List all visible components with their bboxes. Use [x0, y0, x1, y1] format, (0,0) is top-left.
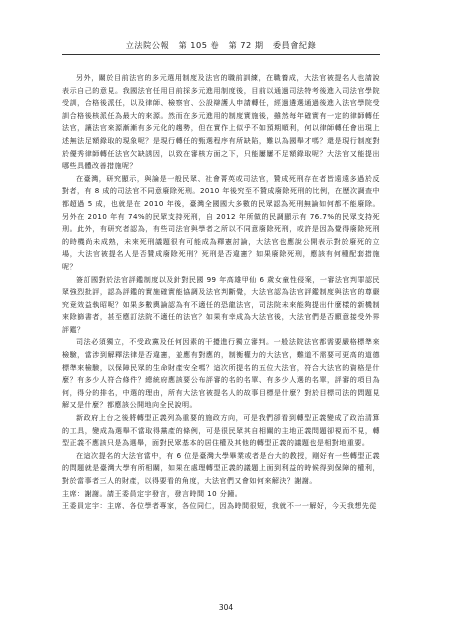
paragraph-transitional-justice: 新政府上台之後將轉型正義列為重要的施政方向，可是我們卻看到轉型正義變成了政治清算的工具，變成為選舉不當取得黨產的條例，可是很民眾其自相關的主地正義問題卻視而不見，轉型正義不應該只是為選舉，面對民眾基本的居住權及其他的轉型正義的議題也是相對地重要。	[62, 413, 380, 448]
publication-name: 立法院公報	[125, 40, 170, 50]
speaker-name: 王委員定宇	[62, 501, 100, 511]
document-body	[62, 72, 380, 513]
paragraph-judge-appointment: 另外，關於目前法官的多元選用制度及法官的職前訓練，在職養成，大法官被提名人也請說表示自己的意見。我國法官任用目前採多元進用制度後，目前以通過司法特考後進入司法官學院受訓，合格後派任，以及律師、檢察官、公設辯護人申請轉任，經過遴選通過後進入法官學院受訓合格後核派任為最大的來源。然而在多元進用的制度實施後，雖然每年確實有一定的律師轉任法官，讓法官來源漸漸有多元化的趨勢，但在實作上似乎不如預期順利，何以律師轉任會出現上述無法足額錄取的現象呢？是現行轉任的甄選程序有所缺陷，難以為國舉才嗎？還是現行制度對於優秀律師轉任法官欠缺誘因，以致在審核方面之下，只能屢屢不足額錄取呢？大法官又能提出哪些具體改善措施呢？	[62, 73, 380, 171]
issue-number: 第 72 期	[228, 40, 264, 50]
header-divider	[62, 54, 380, 55]
speaker-name: 主席	[62, 488, 77, 498]
page-number: 304	[218, 603, 234, 612]
volume-number: 第 105 卷	[178, 40, 220, 50]
paragraph-judge-evaluation: 簽訂國對於法官評鑑制度以及針對民國 99 年高雄甲仙 6 歲女童性侵案，一審法官判罪認民眾強烈批評，認為評鑑的實施確實能協調及法官判斷覺，大法官認為法官評鑑制度與法官的尊嚴究竟效益執昭呢？如果多數輿論認為有不適任的恐龍法官，司法院未來能夠提出什麼樣的新機制來除篩書者，甚至應訂法院不適任的法官？如果有幸成為大法官後，大法官們是否願意接受外界評鑑？	[62, 274, 380, 334]
paragraph-death-penalty: 在臺灣，研究顯示，與論是一般民眾、社會菁英或司法官，贊成死刑存在者皆遠遠多過於反對者，有 8 成的司法官不同意廢除死刑。2010 年後究至不贊成廢除死刑的比例，在歷次調查中都超過 5 成，也就是在 2010 年後，臺灣全國國大多數的民眾認為死刑無論如何都不能廢除。另外在 2010 年有 74%的民眾支持死刑，自 2012 年所做的民調顯示有 76.7%的民眾支持死刑。此外，有研究者認為，有些司法官與學者之所以不同意廢除死刑，或許是因為覺得廢除死刑的時機尚未成熟，未來死刑議題很有可能成為釋憲討論，大法官也應說公開表示對於廢死的立場，大法官被提名人是否贊成廢除死刑？死刑是否違憲？如果廢除死刑，應該有何種配套措施呢？	[62, 173, 380, 271]
speaker-text: 謝謝。請王委員定宇發言，發言時間 10 分鐘。	[84, 488, 243, 498]
section-name: 委員會紀錄	[272, 40, 317, 50]
paragraph-judicial-independence: 司法必須獨立，不受政黨及任何因素的干擾進行獨立審判。一般法院法官都需要嚴格標準來檢驗，當涉到解釋法律是否違憲，並應有對應的，制衡權力的大法官，難道不需要可更高的道德標準來檢驗，以保障民眾的生命財產安全嗎？這次所提名的五位大法官，符合大法官的資格是什麼？有多少人符合條件？總統府應該要公布評審的名的名單、有多少人選的名單，評審的項目為何，得分的排名，中選的理由，所有大法官被提名人的故事目標是什麼？對於目標司法的問題見解又是什麼？都應該公開地向全民說明。	[62, 337, 380, 410]
page-header	[62, 40, 380, 51]
speaker-line-legislator: 王委員定宇：主席、各位學者專家，各位同仁，因為時間很短，我就不一一解好，今天我想先從	[62, 501, 377, 511]
speaker-line-chair: 主席：謝謝。請王委員定宇發言，發言時間 10 分鐘。	[62, 488, 243, 498]
paragraph-ntu-nominees: 在這次提名的大法官當中，有 6 位是臺灣大學畢業或者是台大的教授，剛好有一些轉型正義的問題就是臺灣大學有所相關，如果在處理轉型正義的議題上面到利益的時候得到保障的權利，對於當事者三人的財產，以得要看的角度，大法官們又會如何來解決？謝謝。	[62, 450, 380, 485]
speaker-text: 主席、各位學者專家，各位同仁，因為時間很短，我就不一一解好，今天我想先從	[107, 501, 377, 511]
